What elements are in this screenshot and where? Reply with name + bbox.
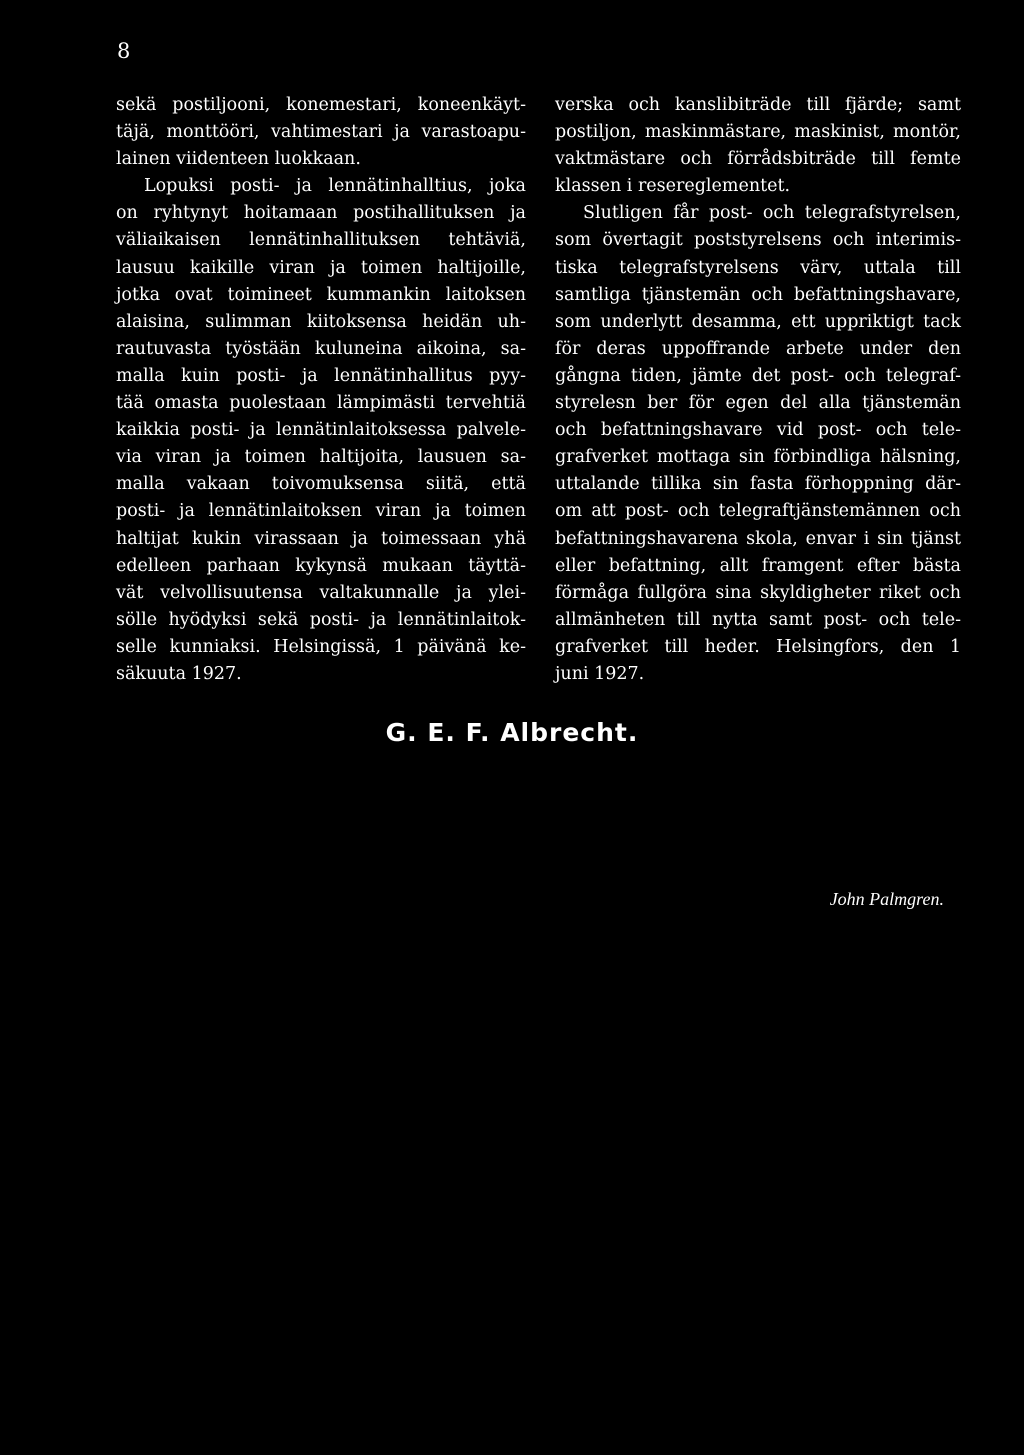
text-line: malla kuin posti- ja lennätinhallitus pyy- <box>116 365 526 386</box>
text-line: täjä, monttööri, vahtimestari ja varastoapu- <box>116 122 526 143</box>
text-line: klassen i resereglementet. <box>555 176 791 197</box>
secondary-signature: John Palmgren. <box>829 889 944 909</box>
text-line: sekä postiljooni, konemestari, koneenkäyt- <box>116 95 526 115</box>
text-line: tiska telegrafstyrelsens värv, uttala till <box>555 257 961 278</box>
text-line: som underlytt desamma, ett uppriktigt tack <box>555 311 961 332</box>
text-line: om att post- och telegraftjänstemännen och <box>555 501 961 522</box>
text-line: lausuu kaikille viran ja toimen haltijoille, <box>116 257 526 278</box>
text-line: och befattningshavare vid post- och tele- <box>555 420 961 441</box>
text-line: säkuuta 1927. <box>116 663 242 684</box>
text-line: sölle hyödyksi sekä posti- ja lennätinlaitok- <box>116 609 526 630</box>
text-line: malla vakaan toivomuksensa siitä, että <box>116 474 526 495</box>
text-line: kaikkia posti- ja lennätinlaitoksessa palvele- <box>116 420 526 441</box>
text-line: on ryhtynyt hoitamaan postihallituksen ja <box>116 203 526 224</box>
text-line: befattningshavarena skola, envar i sin tjänst <box>555 528 961 549</box>
text-line: gångna tiden, jämte det post- och telegraf- <box>555 365 961 386</box>
text-line: via viran ja toimen haltijoita, lausuen sa- <box>116 447 526 468</box>
text-line: för deras uppoffrande arbete under den <box>555 338 961 359</box>
page-number: 8 <box>117 39 131 63</box>
text-line: grafverket till heder. Helsingfors, den 1 <box>555 636 961 657</box>
text-line: uttalande tillika sin fasta förhoppning där- <box>555 474 961 495</box>
text-line: haltijat kukin virassaan ja toimessaan yhä <box>116 528 526 549</box>
text-line: selle kunniaksi. Helsingissä, 1 päivänä ke- <box>116 636 526 657</box>
text-line: jotka ovat toimineet kummankin laitoksen <box>116 284 526 305</box>
text-line: väliaikaisen lennätinhallituksen tehtäviä, <box>116 230 526 251</box>
text-line: grafverket mottaga sin förbindliga hälsning, <box>555 447 961 468</box>
swedish-text-column <box>555 92 961 688</box>
text-line: som övertagit poststyrelsens och interimis- <box>555 230 961 251</box>
text-line: juni 1927. <box>555 663 645 684</box>
text-line: posti- ja lennätinlaitoksen viran ja toimen <box>116 501 526 522</box>
text-line: verska och kanslibiträde till fjärde; samt <box>555 95 961 115</box>
text-line: rautuvasta työstään kuluneina aikoina, sa- <box>116 338 526 359</box>
text-line: Slutligen får post- och telegrafstyrelsen, <box>583 203 961 224</box>
text-line: allmänheten till nytta samt post- och tele- <box>555 609 961 630</box>
finnish-text-column <box>116 92 526 688</box>
text-line: alaisina, sulimman kiitoksensa heidän uh- <box>116 311 526 332</box>
text-line: styrelesn ber för egen del alla tjänstemän <box>555 393 961 414</box>
text-line: tää omasta puolestaan lämpimästi tervehtiä <box>116 393 526 414</box>
text-line: Lopuksi posti- ja lennätinhalltius, joka <box>144 176 526 197</box>
text-line: förmåga fullgöra sina skyldigheter riket och <box>555 582 961 603</box>
text-line: samtliga tjänstemän och befattningshavare, <box>555 284 961 305</box>
text-line: vät velvollisuutensa valtakunnalle ja ylei- <box>116 582 526 603</box>
text-line: vaktmästare och förrådsbiträde till femte <box>555 149 961 170</box>
text-line: eller befattning, allt framgent efter bästa <box>555 555 961 576</box>
text-line: edelleen parhaan kykynsä mukaan täyttä- <box>116 555 526 576</box>
text-line: lainen viidenteen luokkaan. <box>116 149 361 170</box>
primary-signature: G. E. F. Albrecht. <box>385 718 639 747</box>
text-line: postiljon, maskinmästare, maskinist, montör, <box>555 122 961 143</box>
